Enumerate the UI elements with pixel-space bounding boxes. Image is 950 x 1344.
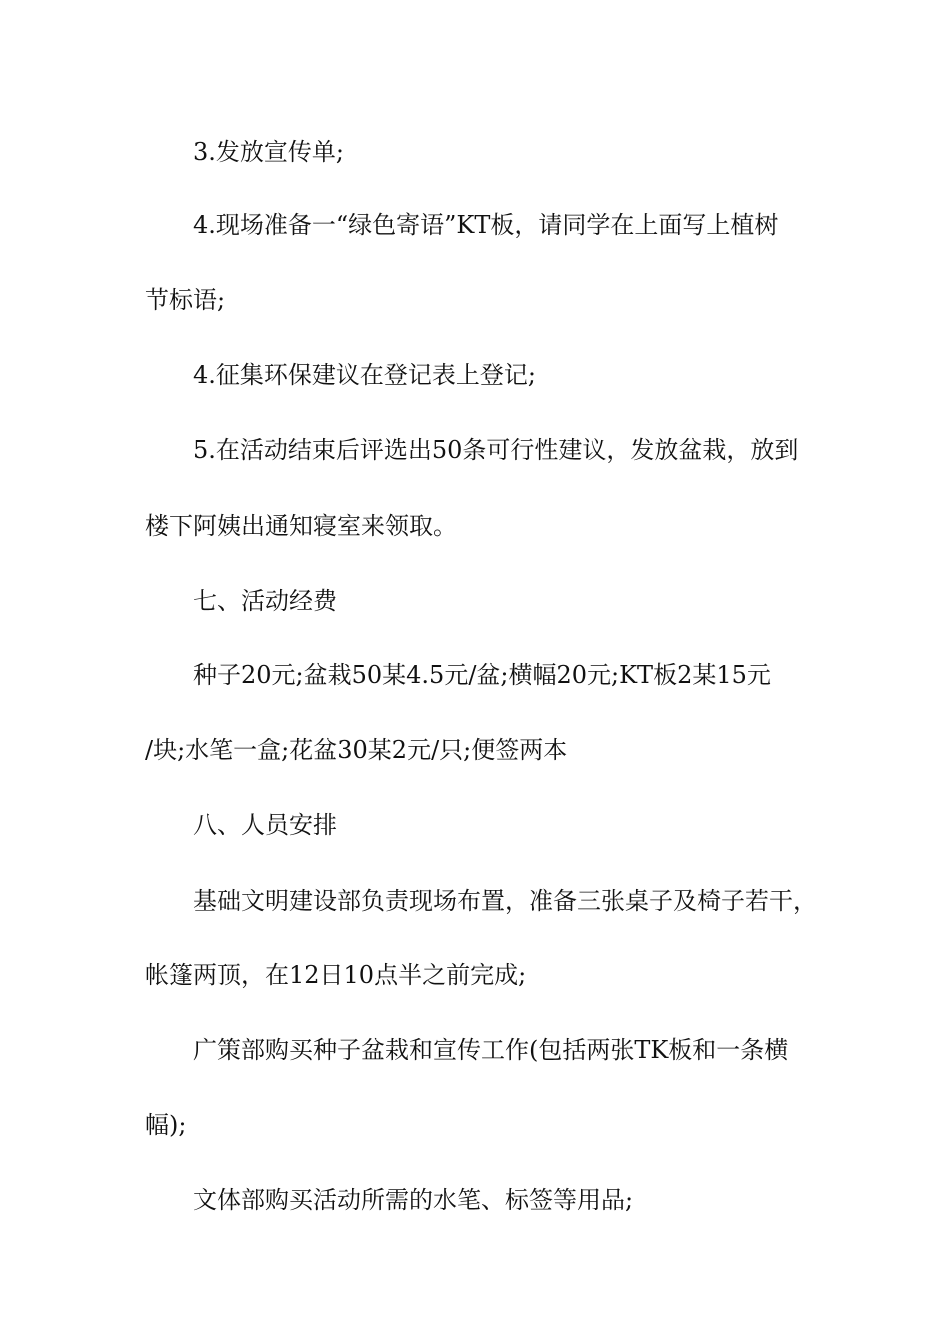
- list-item-4-suggestions: 4.征集环保建议在登记表上登记;: [193, 361, 536, 389]
- list-item-5-selection: 5.在活动结束后评选出50条可行性建议，发放盆栽，放到: [193, 436, 799, 464]
- list-item-4-kt-board-continued: 节标语;: [145, 286, 226, 314]
- staffing-civilization-dept: 基础文明建设部负责现场布置，准备三张桌子及椅子若干，: [193, 887, 817, 915]
- section-heading-budget: 七、活动经费: [193, 587, 337, 615]
- staffing-planning-dept: 广策部购买种子盆栽和宣传工作(包括两张TK板和一条横: [193, 1036, 789, 1064]
- list-item-3-flyers: 3.发放宣传单;: [193, 138, 344, 166]
- list-item-5-selection-continued: 楼下阿姨出通知寝室来领取。: [145, 512, 457, 540]
- staffing-planning-dept-continued: 幅);: [145, 1111, 187, 1139]
- budget-text: 种子20元;盆栽50某4.5元/盆;横幅20元;KT板2某15元: [193, 661, 771, 689]
- budget-text-continued: /块;水笔一盒;花盆30某2元/只;便签两本: [145, 736, 568, 764]
- staffing-civilization-dept-continued: 帐篷两顶，在12日10点半之前完成;: [145, 961, 527, 989]
- staffing-sports-dept: 文体部购买活动所需的水笔、标签等用品;: [193, 1186, 634, 1214]
- section-heading-staffing: 八、人员安排: [193, 811, 337, 839]
- list-item-4-kt-board: 4.现场准备一“绿色寄语”KT板，请同学在上面写上植树: [193, 211, 779, 239]
